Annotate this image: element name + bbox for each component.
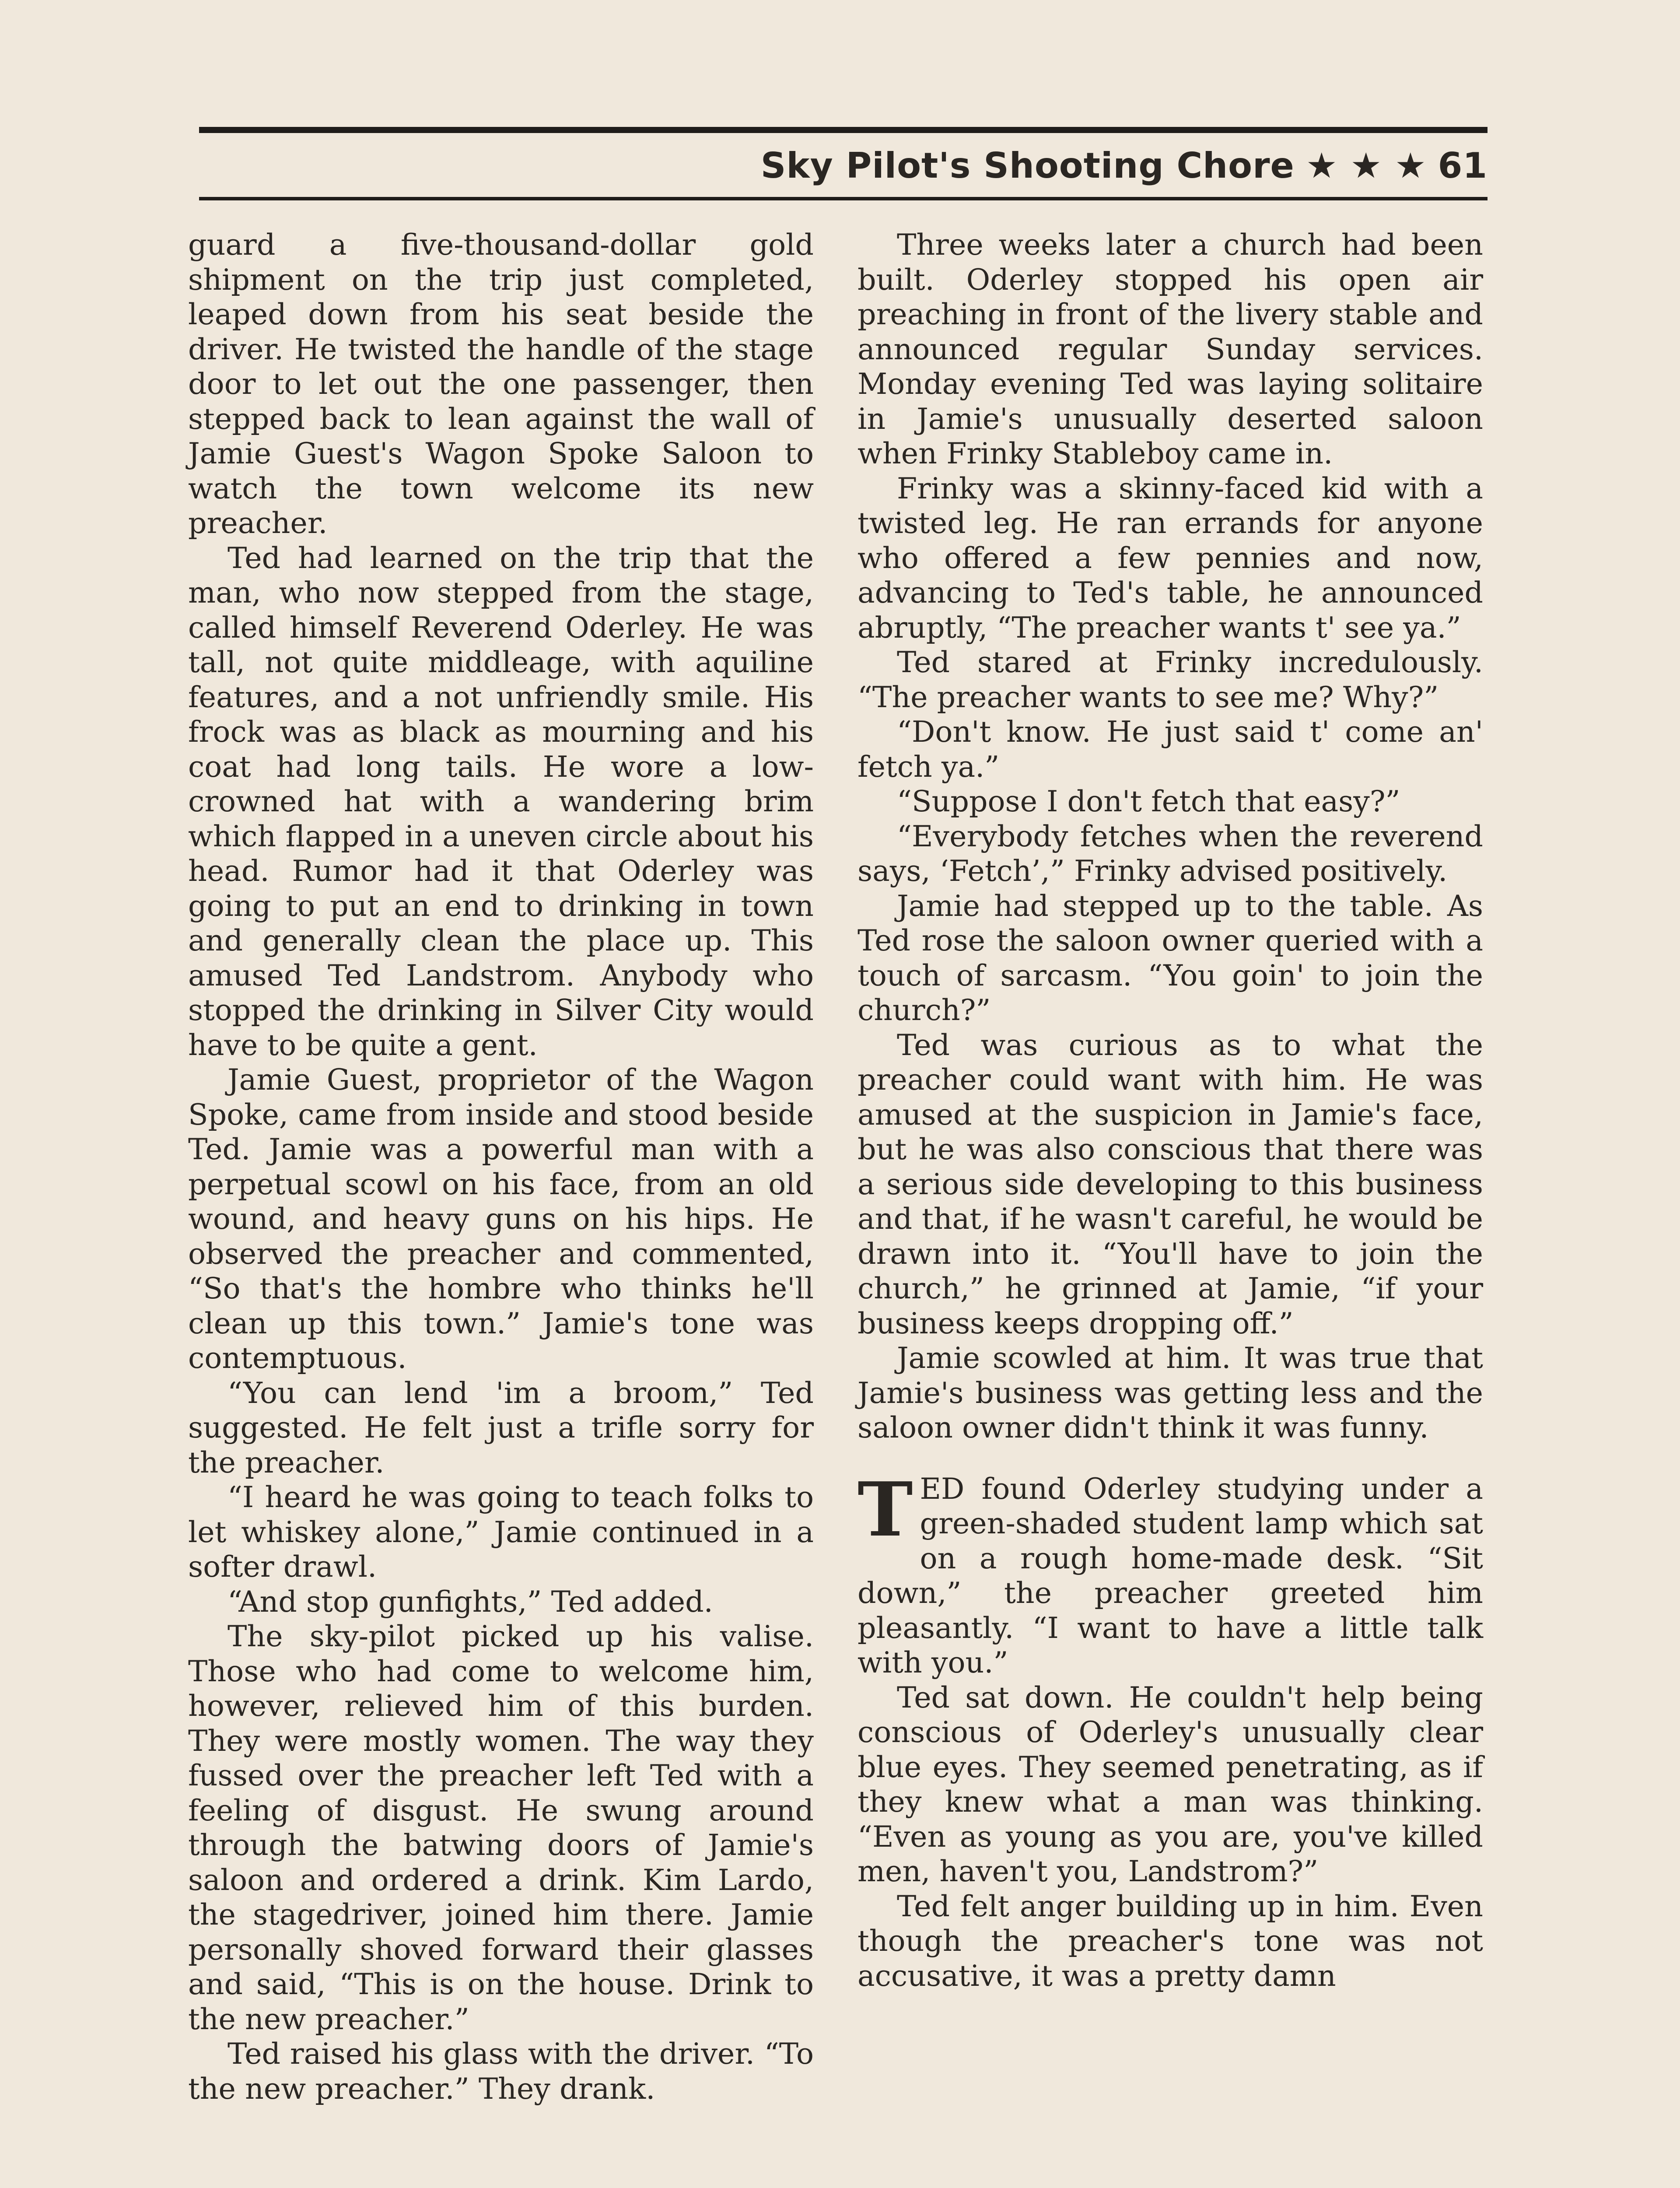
paragraph: Jamie had stepped up to the table. As Ted rose the saloon owner queried with a touch of sarcasm. “You goin' to join the church?” bbox=[858, 888, 1483, 1027]
paragraph: Ted sat down. He couldn't help being conscious of Oderley's unusually clear blue eyes. They seemed penetrating, as if they knew what a man was thinking. “Even as young as you are, you've killed men, haven't you, Landstrom?” bbox=[858, 1680, 1483, 1888]
running-head bbox=[199, 135, 1488, 196]
header-rule-top bbox=[199, 127, 1488, 133]
right-column bbox=[858, 228, 1483, 1993]
paragraph: “Don't know. He just said t' come an' fetch ya.” bbox=[858, 715, 1483, 784]
left-column bbox=[188, 228, 814, 2106]
section-break bbox=[858, 1445, 1483, 1472]
paragraph: “Suppose I don't fetch that easy?” bbox=[897, 784, 1400, 818]
paragraph-text: found Oderley studying under a green-shaded student lamp which sat on a rough home-made desk. “Sit down,” the preacher greeted him pleasantly. “I want to have a little talk with you.” bbox=[858, 1471, 1483, 1680]
drop-cap: T bbox=[858, 1466, 913, 1553]
paragraph: “And stop gunfights,” Ted added. bbox=[228, 1584, 713, 1619]
paragraph: “Everybody fetches when the reverend says, ‘Fetch’,” Frinky advised positively. bbox=[858, 819, 1483, 888]
star-ornaments: ★ ★ ★ bbox=[1306, 145, 1427, 186]
paragraph: The sky-pilot picked up his valise. Those who had come to welcome him, however, relieved him of this burden. They were mostly women. The way they fussed over the preacher left Ted with a feeling of disgust. He swung around through the batwing doors of Jamie's saloon and ordered a drink. Kim Lardo, the stagedriver, joined him there. Jamie personally shoved forward their glasses and said, “This is on the house. Drink to the new preacher.” bbox=[188, 1619, 814, 2036]
paragraph: Ted felt anger building up in him. Even though the preacher's tone was not accusative, it was a pretty damn bbox=[858, 1889, 1483, 1993]
paragraph: Ted had learned on the trip that the man, who now stepped from the stage, called himself Reverend Oderley. He was tall, not quite middleage, with aquiline features, and a not unfriendly smile. His frock was as black as mourning and his coat had long tails. He wore a low-crowned hat with a wandering brim which flapped in a uneven circle about his head. Rumor had it that Oderley was going to put an end to drinking in town and generally clean the place up. This amused Ted Landstrom. Anybody who stopped the drinking in Silver City would have to be quite a gent. bbox=[188, 540, 814, 1062]
paragraph: Jamie Guest, proprietor of the Wagon Spoke, came from inside and stood beside Ted. Jamie was a powerful man with a perpetual scowl on his face, from an old wound, and heavy guns on his hips. He observed the preacher and commented, “So that's the hombre who thinks he'll clean up this town.” Jamie's tone was contemptuous. bbox=[188, 1062, 814, 1375]
paragraph: “You can lend 'im a broom,” Ted suggested. He felt just a trifle sorry for the preacher. bbox=[188, 1375, 814, 1480]
paragraph: Ted stared at Frinky incredulously. “The preacher wants to see me? Why?” bbox=[858, 645, 1483, 714]
paragraph: guard a five-thousand-dollar gold shipment on the trip just completed, leaped down from his seat beside the driver. He twisted the handle of the stage door to let out the one passenger, then stepped back to lean against the wall of Jamie Guest's Wagon Spoke Saloon to watch the town welcome its new preacher. bbox=[188, 228, 814, 540]
paragraph: “I heard he was going to teach folks to let whiskey alone,” Jamie continued in a softer drawl. bbox=[188, 1480, 814, 1584]
small-caps-lead: ED bbox=[920, 1471, 965, 1506]
page-number: 61 bbox=[1438, 145, 1488, 186]
paragraph: Jamie scowled at him. It was true that Jamie's business was getting less and the saloon owner didn't think it was funny. bbox=[858, 1341, 1483, 1445]
paragraph: Ted was curious as to what the preacher could want with him. He was amused at the suspicion in Jamie's face, but he was also conscious that there was a serious side developing to this business and that, if he wasn't careful, he would be drawn into it. “You'll have to join the church,” he grinned at Jamie, “if your business keeps dropping off.” bbox=[858, 1027, 1483, 1340]
paragraph: Ted raised his glass with the driver. “To the new preacher.” They drank. bbox=[188, 2037, 814, 2106]
paragraph: Frinky was a skinny-faced kid with a twisted leg. He ran errands for anyone who offered a few pennies and now, advancing to Ted's table, he announced abruptly, “The preacher wants t' see ya.” bbox=[858, 471, 1483, 645]
paragraph: Three weeks later a church had been built. Oderley stopped his open air preaching in front of the livery stable and announced regular Sunday services. Monday evening Ted was laying solitaire in Jamie's unusually deserted saloon when Frinky Stableboy came in. bbox=[858, 228, 1483, 470]
header-rule-bottom bbox=[199, 197, 1488, 200]
running-head-title: Sky Pilot's Shooting Chore bbox=[760, 145, 1295, 186]
section-opening-paragraph bbox=[858, 1466, 1483, 1680]
